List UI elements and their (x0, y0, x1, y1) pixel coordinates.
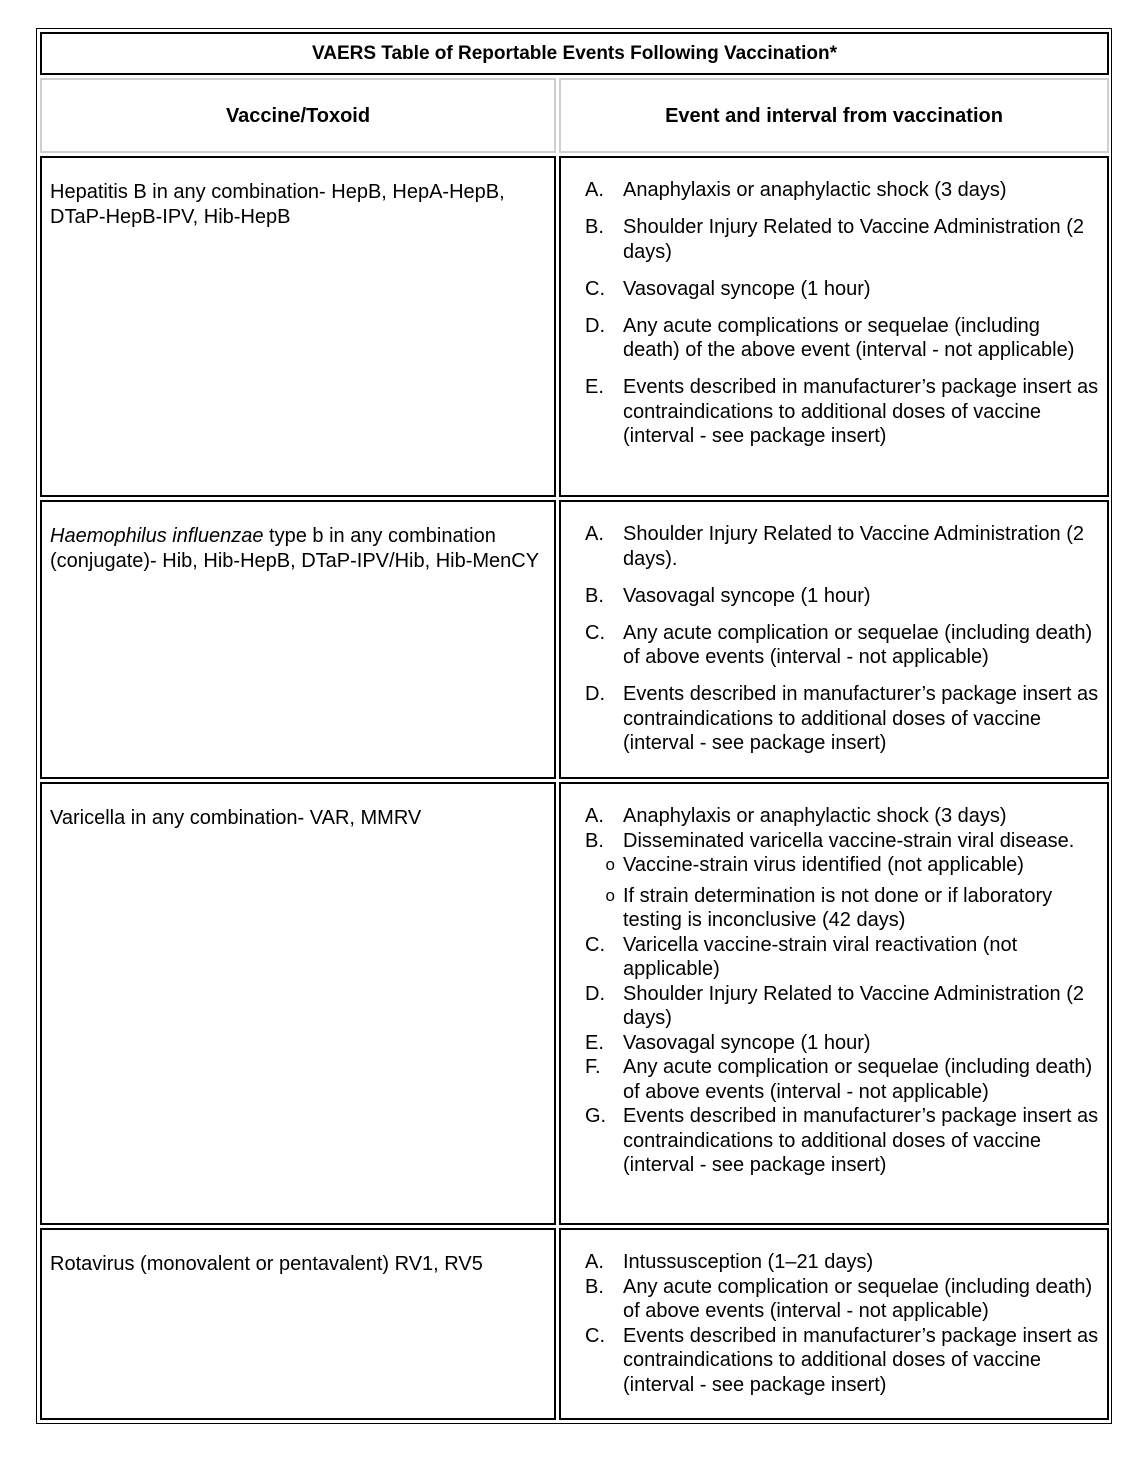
event-text: Shoulder Injury Related to Vaccine Administration (2 days) (623, 216, 1084, 263)
vaccine-name: Rotavirus (monovalent or pentavalent) RV1, RV5 (50, 1253, 483, 1275)
list-item (585, 1250, 1099, 1275)
list-marker: A. (585, 805, 604, 827)
list-marker: C. (585, 621, 605, 644)
list-item (585, 804, 1099, 829)
list-item (585, 829, 1099, 854)
event-text: Vasovagal syncope (1 hour) (623, 584, 871, 607)
vaccine-name: Hepatitis B in any combination- HepB, HepA-HepB, DTaP-HepB-IPV, Hib-HepB (50, 181, 505, 228)
list-marker: B. (585, 829, 604, 852)
list-item (585, 584, 1099, 609)
list-marker: G. (585, 1105, 607, 1127)
event-text: Intussusception (1–21 days) (623, 1251, 874, 1273)
event-text: Vasovagal syncope (1 hour) (623, 1031, 871, 1054)
vaccine-name: type b in any combination (conjugate)- Hib, Hib-HepB, DTaP-IPV/Hib, Hib-MenCY (50, 525, 540, 572)
list-marker: C. (585, 1324, 605, 1347)
list-item (585, 1275, 1099, 1324)
event-text: Any acute complication or sequelae (including death) of above events (interval - not applicable) (623, 1056, 1093, 1103)
list-item (585, 178, 1099, 203)
list-item (585, 522, 1099, 571)
event-text: If strain determination is not done or if laboratory testing is inconclusive (42 days) (623, 884, 1053, 931)
list-item (585, 1104, 1099, 1178)
vaccine-cell-rotavirus (40, 1228, 556, 1420)
vaccine-name-italic: Haemophilus influenzae (50, 525, 264, 547)
list-marker: A. (585, 179, 604, 201)
vaccine-cell-hib (40, 500, 556, 779)
vaccine-name: Varicella in any combination- VAR, MMRV (50, 807, 422, 829)
sub-list-item (585, 884, 1099, 933)
list-item (585, 1055, 1099, 1104)
list-item (585, 933, 1099, 982)
list-marker: B. (585, 584, 604, 607)
bullet-marker: o (605, 855, 615, 874)
header-vaccine-cell (40, 78, 556, 153)
list-marker: A. (585, 1251, 604, 1273)
event-text: Any acute complication or sequelae (including death) of above events (interval - not applicable) (623, 1275, 1093, 1322)
header-vaccine: Vaccine/Toxoid (225, 105, 371, 127)
list-marker: E. (585, 376, 604, 398)
event-text: Anaphylaxis or anaphylactic shock (3 days) (623, 805, 1007, 827)
table-title-cell (40, 32, 1109, 75)
list-item (585, 682, 1099, 756)
event-text: Any acute complications or sequelae (including death) of the above event (interval - not applicable) (623, 314, 1075, 361)
event-text: Varicella vaccine-strain viral reactivation (not applicable) (623, 933, 1018, 980)
events-cell-varicella (559, 782, 1109, 1225)
vaccine-cell-hepatitis-b (40, 156, 556, 497)
event-text: Events described in manufacturer’s package insert as contraindications to additional doses of vaccine (interval - see package insert) (623, 376, 1099, 447)
header-event: Event and interval from vaccination (665, 105, 1003, 127)
event-text: Vasovagal syncope (1 hour) (623, 277, 871, 300)
sub-list-item (585, 853, 1099, 878)
list-marker: B. (585, 1275, 604, 1298)
list-marker: D. (585, 982, 605, 1005)
list-item (585, 1031, 1099, 1056)
list-marker: C. (585, 933, 605, 956)
list-item (585, 621, 1099, 670)
header-event-cell (559, 78, 1109, 153)
event-text: Anaphylaxis or anaphylactic shock (3 days) (623, 179, 1007, 201)
event-text: Events described in manufacturer’s package insert as contraindications to additional doses of vaccine (interval - see package insert) (623, 1105, 1099, 1176)
list-marker: D. (585, 683, 605, 705)
events-cell-hepatitis-b (559, 156, 1109, 497)
event-text: Shoulder Injury Related to Vaccine Administration (2 days) (623, 982, 1084, 1029)
list-item (585, 1324, 1099, 1398)
event-text: Events described in manufacturer’s package insert as contraindications to additional doses of vaccine (interval - see package insert) (623, 1324, 1099, 1396)
events-cell-hib (559, 500, 1109, 779)
list-marker: C. (585, 277, 605, 300)
event-text: Any acute complication or sequelae (including death) of above events (interval - not applicable) (623, 621, 1093, 668)
list-marker: F. (585, 1056, 601, 1078)
bullet-marker: o (605, 885, 615, 905)
vaccine-cell-varicella (40, 782, 556, 1225)
event-text: Vaccine-strain virus identified (not applicable) (623, 854, 1024, 876)
list-marker: A. (585, 523, 604, 545)
list-item (585, 215, 1099, 264)
event-text: Events described in manufacturer’s package insert as contraindications to additional doses of vaccine (interval - see package insert) (623, 683, 1099, 754)
list-marker: E. (585, 1031, 604, 1054)
list-item (585, 314, 1099, 363)
list-item (585, 277, 1099, 302)
list-marker: B. (585, 216, 604, 238)
events-cell-rotavirus (559, 1228, 1109, 1420)
event-text: Shoulder Injury Related to Vaccine Administration (2 days). (623, 523, 1084, 570)
event-text: Disseminated varicella vaccine-strain viral disease. (623, 829, 1075, 852)
list-item (585, 982, 1099, 1031)
list-item (585, 375, 1099, 449)
table-title: VAERS Table of Reportable Events Following Vaccination* (311, 43, 838, 64)
list-marker: D. (585, 314, 605, 337)
